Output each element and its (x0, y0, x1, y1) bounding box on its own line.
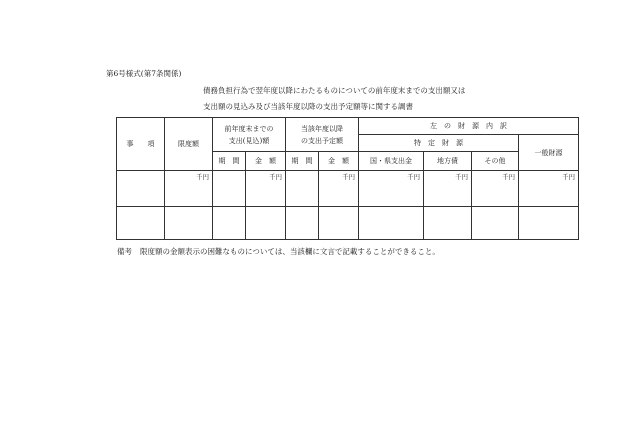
subheader-national-prefectural: 国・県支出金 (359, 152, 424, 171)
expenditure-table (116, 117, 579, 240)
cell-empty (286, 207, 319, 240)
cell-empty (117, 207, 165, 240)
header-special-funding (359, 135, 519, 152)
header-curr-line2: の支出予定額 (301, 136, 343, 145)
header-special-label: 特 定 財 源 (414, 139, 463, 147)
cell-empty (213, 207, 246, 240)
cell-empty (472, 207, 519, 240)
cell-amount-curr-unit: 千円 (319, 171, 359, 207)
remarks-note (117, 246, 440, 257)
form-number-label: 第6号様式(第7条関係) (106, 69, 182, 78)
cell-general-unit: 千円 (519, 171, 579, 207)
subheader-local-bond: 地方債 (424, 152, 472, 171)
cell-limit-unit: 千円 (165, 171, 213, 207)
header-general-label: 一般財源 (534, 148, 563, 157)
header-prev-expenditure (213, 118, 286, 152)
header-funding-label: 左 の 財 源 内 訳 (430, 122, 507, 130)
cell-amount-prev-unit: 千円 (246, 171, 286, 207)
cell-other-unit: 千円 (472, 171, 519, 207)
header-general-funding (519, 135, 579, 171)
header-prev-line2: 支出(見込)額 (228, 136, 270, 145)
document-title-line-1: 債務負担行為で翌年度以降にわたるものについての前年度末までの支出額又は (203, 86, 466, 95)
cell-empty (424, 207, 472, 240)
cell-empty (246, 207, 286, 240)
header-current-expenditure (286, 118, 359, 152)
cell-period-curr (286, 171, 319, 207)
cell-national-unit: 千円 (359, 171, 424, 207)
header-item (117, 118, 165, 171)
header-curr-line1: 当該年度以降 (301, 124, 343, 133)
cell-local-bond-unit: 千円 (424, 171, 472, 207)
header-funding-breakdown (359, 118, 579, 135)
header-item-label: 事 項 (126, 140, 155, 148)
subheader-period-curr: 期 間 (286, 152, 319, 171)
document-title-line-2: 支出額の見込み及び当該年度以降の支出予定額等に関する調書 (203, 102, 413, 111)
remarks-text: 限度額の金額表示の困難なものについては、当該欄に文言で記載することができること。 (140, 247, 440, 256)
cell-empty (519, 207, 579, 240)
remarks-heading: 備考 (117, 247, 132, 256)
table-row (117, 207, 579, 240)
table-row (117, 171, 579, 207)
subheader-amount-curr: 金 額 (319, 152, 359, 171)
cell-empty (319, 207, 359, 240)
header-prev-line1: 前年度末までの (224, 124, 274, 133)
cell-item (117, 171, 165, 207)
subheader-amount-prev: 金 額 (246, 152, 286, 171)
header-limit (165, 118, 213, 171)
cell-empty (359, 207, 424, 240)
header-limit-label: 限度額 (178, 140, 199, 148)
subheader-period-prev: 期 間 (213, 152, 246, 171)
cell-empty (165, 207, 213, 240)
subheader-other: その他 (472, 152, 519, 171)
cell-period-prev (213, 171, 246, 207)
